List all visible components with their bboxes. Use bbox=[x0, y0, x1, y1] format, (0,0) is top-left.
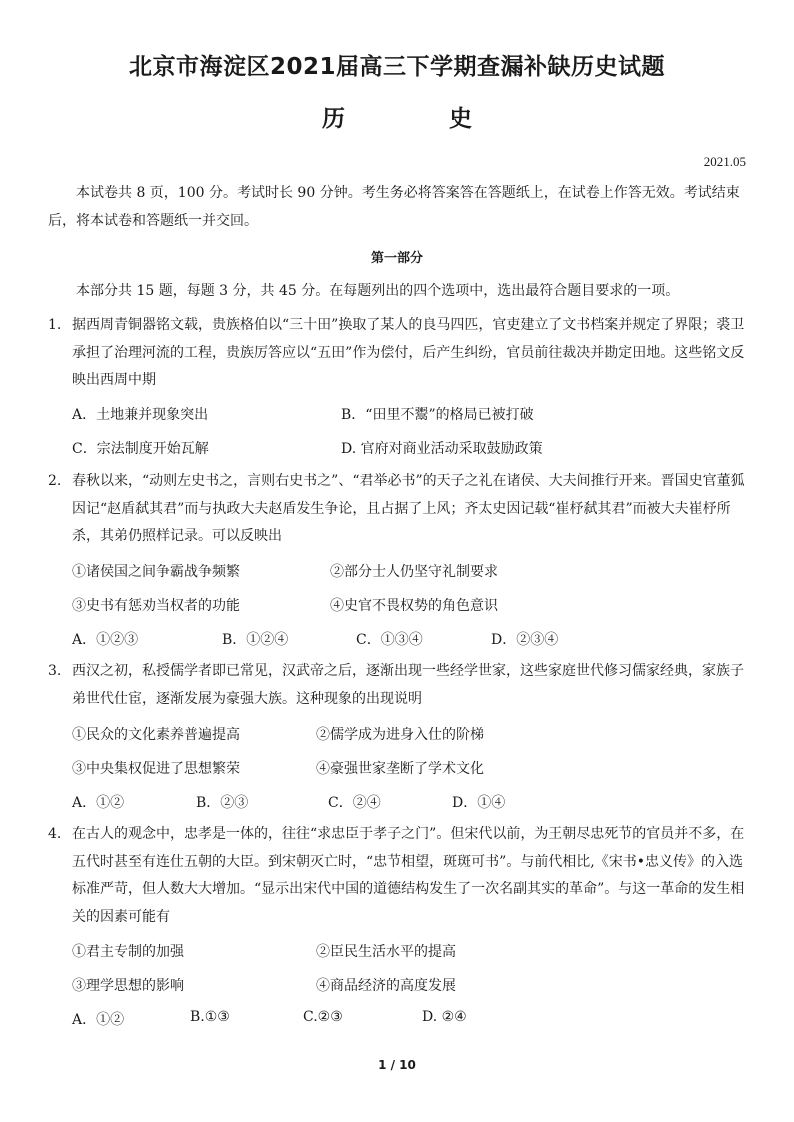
question-stem bbox=[72, 658, 746, 713]
option-b: B．②③ bbox=[196, 795, 249, 811]
statement-item: ④商品经济的高度发展 bbox=[316, 978, 456, 994]
option-b: B.①③ bbox=[190, 1009, 230, 1025]
statement-item: ③中央集权促进了思想繁荣 bbox=[72, 761, 240, 777]
option-d: D．②③④ bbox=[491, 632, 559, 648]
question-number: 1. bbox=[48, 317, 62, 333]
option-c: C．宗法制度开始瓦解 bbox=[72, 441, 209, 457]
statement-item: ④史官不畏权势的角色意识 bbox=[330, 598, 498, 614]
question-1-stem: 据西周青铜器铭文载，贵族格伯以“三十田”换取了某人的良马四匹，官吏建立了文书档案并规定了界限；裘卫承担了治理河流的工程，贵族厉答应以“五田”作为偿付，后产生纠纷，官员前往裁决并勘定田地。这些铭文反映出西周中期 bbox=[72, 317, 745, 388]
statement-item: ②臣民生活水平的提高 bbox=[316, 944, 456, 960]
option-d: D．①④ bbox=[452, 795, 506, 811]
section-title: 第一部分 bbox=[370, 251, 423, 266]
question-stem bbox=[72, 821, 746, 931]
exam-date: 2021.05 bbox=[703, 154, 746, 169]
option-c: C.②③ bbox=[303, 1009, 343, 1025]
question-stem bbox=[72, 312, 746, 395]
exam-title: 北京市海淀区2021届高三下学期查漏补缺历史试题 bbox=[128, 54, 665, 80]
option-a: A．①② bbox=[72, 1012, 125, 1028]
subject-heading: 历 史 bbox=[321, 106, 508, 132]
question-number: 4. bbox=[48, 826, 62, 842]
option-a: A．①② bbox=[72, 795, 125, 811]
statement-item: ①君主专制的加强 bbox=[72, 944, 184, 960]
statement-item: ①民众的文化素养普遍提高 bbox=[72, 727, 240, 743]
instructions: 本试卷共 8 页，100 分。考试时长 90 分钟。考生务必将答案答在答题纸上，在试卷上作答无效。考试结束后，将本试卷和答题纸一并交回。 bbox=[48, 185, 740, 229]
statement-item: ②部分士人仍坚守礼制要求 bbox=[330, 564, 498, 580]
question-stem bbox=[72, 468, 746, 551]
option-c: C．①③④ bbox=[356, 632, 423, 648]
section-intro: 本部分共 15 题，每题 3 分，共 45 分。在每题列出的四个选项中，选出最符合题目要求的一项。 bbox=[76, 283, 680, 299]
option-a: A．土地兼并现象突出 bbox=[72, 407, 209, 423]
statement-item: ③史书有惩劝当权者的功能 bbox=[72, 598, 240, 614]
statement-item: ③理学思想的影响 bbox=[72, 978, 184, 994]
option-a: A．①②③ bbox=[72, 632, 139, 648]
option-d: D. 官府对商业活动采取鼓励政策 bbox=[341, 441, 543, 457]
question-number: 2. bbox=[48, 473, 62, 489]
statement-item: ①诸侯国之间争霸战争频繁 bbox=[72, 564, 240, 580]
question-3-stem: 西汉之初，私授儒学者即已常见，汉武帝之后，逐渐出现一些经学世家，这些家庭世代修习儒家经典，家族子弟世代仕宦，逐渐发展为豪强大族。这种现象的出现说明 bbox=[72, 663, 744, 707]
question-2-stem: 春秋以来，“动则左史书之，言则右史书之”、“君举必书”的天子之礼在诸侯、大夫间推行开来。晋国史官董狐因记“赵盾弑其君”而与执政大夫赵盾发生争论，且占据了上风；齐太史因记载“崔杼弑其君”而被大夫崔杼所杀，其弟仍照样记录。可以反映出 bbox=[72, 473, 745, 544]
statement-item: ②儒学成为进身入仕的阶梯 bbox=[316, 727, 484, 743]
option-c: C．②④ bbox=[328, 795, 381, 811]
option-b: B．“田里不鬻”的格局已被打破 bbox=[341, 407, 534, 423]
statement-item: ④豪强世家垄断了学术文化 bbox=[316, 761, 484, 777]
question-4-stem: 在古人的观念中，忠孝是一体的，往往“求忠臣于孝子之门”。但宋代以前，为王朝尽忠死节的官员并不多，在五代时甚至有连仕五朝的大臣。到宋朝灭亡时，“忠节相望，斑斑可书”。与前代相比,《宋书•忠义传》的入选标准严苛，但人数大大增加。“显示出宋代中国的道德结构发生了一次名副其实的革命”。与这一革命的发生相关的因素可能有 bbox=[72, 826, 745, 925]
question-number: 3. bbox=[48, 663, 62, 679]
option-b: B．①②④ bbox=[222, 632, 289, 648]
page-number: 1 / 10 bbox=[378, 1058, 416, 1072]
option-d: D. ②④ bbox=[422, 1009, 467, 1025]
